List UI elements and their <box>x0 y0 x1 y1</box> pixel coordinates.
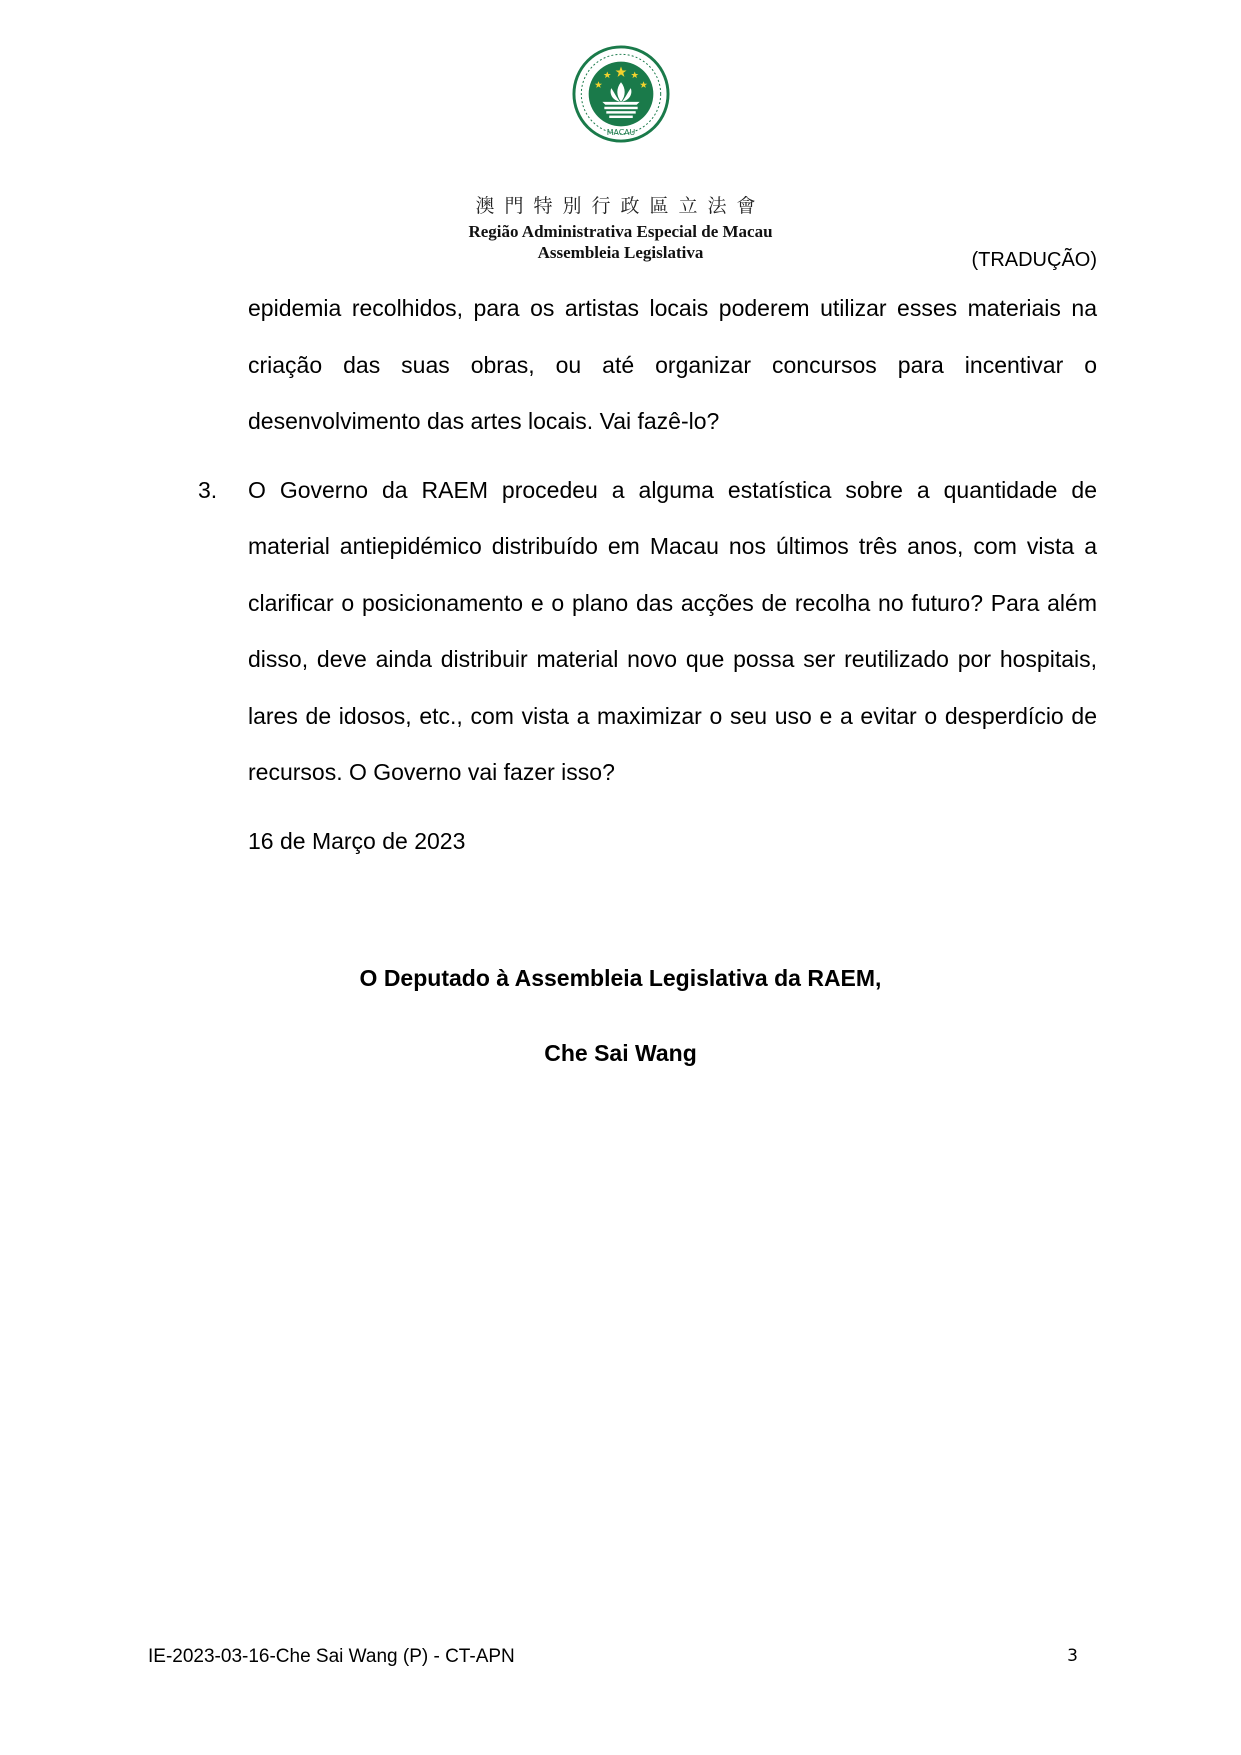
org-name-assembly: Assembleia Legislativa <box>537 243 704 262</box>
org-name-chinese: 澳門特別行政區立法會 <box>475 195 766 217</box>
list-item-text: O Governo da RAEM procedeu a alguma estatística sobre a quantidade de material antiepidémico distribuído em Macau nos últimos três anos, com vista a clarificar o posicionamento e o plano das acções de recolha no futuro? Para além disso, deve ainda distribuir material novo que possa ser reutilizado por hospitais, lares de idosos, etc., com vista a maximizar o seu uso e a evitar o desperdício de recursos. O Governo vai fazer isso? <box>248 476 1097 785</box>
macau-emblem-icon <box>572 45 670 143</box>
translation-tag: (TRADUÇÃO) <box>971 249 1097 271</box>
org-name-region: Região Administrativa Especial de Macau <box>468 222 773 241</box>
list-item-3 <box>198 462 1097 801</box>
document-reference: IE-2023-03-16-Che Sai Wang (P) - CT-APN <box>148 1646 515 1667</box>
letterhead <box>0 45 1241 263</box>
signature-title: O Deputado à Assembleia Legislativa da RAEM, <box>359 965 882 991</box>
document-date: 16 de Março de 2023 <box>248 827 466 854</box>
document-body <box>198 280 1097 869</box>
signature-name: Che Sai Wang <box>544 1040 697 1066</box>
svg-text:MACAU: MACAU <box>606 128 635 138</box>
continuation-paragraph: epidemia recolhidos, para os artistas locais poderem utilizar esses materiais na criação das suas obras, ou até organizar concursos para incentivar o desenvolvimento das artes locais. Vai fazê-lo? <box>248 295 1097 434</box>
page-number: 3 <box>1067 1646 1078 1666</box>
list-item-number: 3. <box>198 476 218 503</box>
